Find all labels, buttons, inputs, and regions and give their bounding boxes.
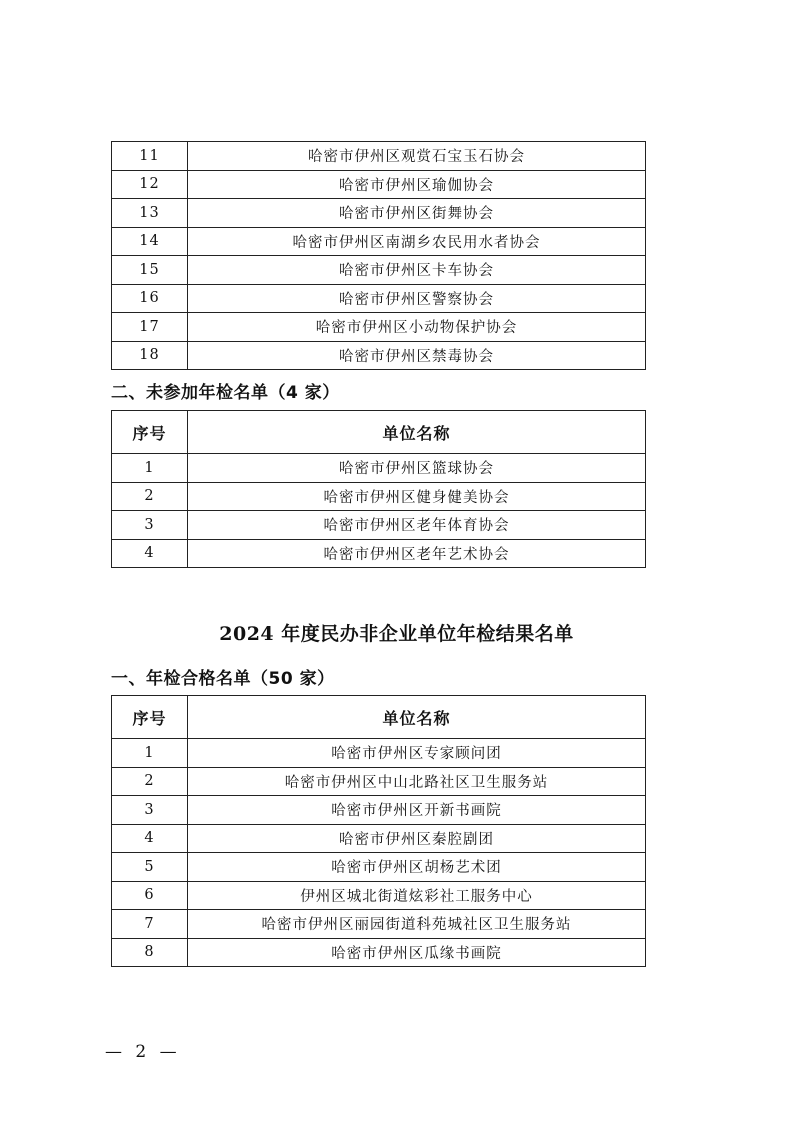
table-row — [112, 227, 646, 256]
page-number: — 2 — — [105, 1042, 181, 1062]
row-number: 4 — [112, 824, 188, 853]
unit-name: 哈密市伊州区胡杨艺术团 — [188, 853, 646, 882]
table-row — [112, 853, 646, 882]
table-row — [112, 739, 646, 768]
table-row — [112, 256, 646, 285]
table-row — [112, 199, 646, 228]
table-row — [112, 284, 646, 313]
section-heading-not-inspected: 二、未参加年检名单（4 家） — [111, 383, 340, 403]
unit-name: 哈密市伊州区专家顾问团 — [188, 739, 646, 768]
row-number: 4 — [112, 539, 188, 568]
table-row — [112, 881, 646, 910]
column-header-number: 序号 — [112, 411, 188, 454]
unit-name: 哈密市伊州区街舞协会 — [188, 199, 646, 228]
table-row — [112, 341, 646, 370]
row-number: 13 — [112, 199, 188, 228]
document-title: 2024 年度民办非企业单位年检结果名单 — [219, 623, 574, 645]
table-row — [112, 796, 646, 825]
unit-name: 哈密市伊州区瑜伽协会 — [188, 170, 646, 199]
unit-name: 哈密市伊州区中山北路社区卫生服务站 — [188, 767, 646, 796]
unit-name: 哈密市伊州区丽园街道科苑城社区卫生服务站 — [188, 910, 646, 939]
row-number: 6 — [112, 881, 188, 910]
row-number: 1 — [112, 454, 188, 483]
unit-name: 哈密市伊州区瓜缘书画院 — [188, 938, 646, 967]
table-header-row — [112, 696, 646, 739]
table-row — [112, 767, 646, 796]
unit-name: 哈密市伊州区健身健美协会 — [188, 482, 646, 511]
table-row — [112, 454, 646, 483]
unit-name: 哈密市伊州区南湖乡农民用水者协会 — [188, 227, 646, 256]
row-number: 16 — [112, 284, 188, 313]
table-row — [112, 824, 646, 853]
row-number: 14 — [112, 227, 188, 256]
row-number: 8 — [112, 938, 188, 967]
row-number: 2 — [112, 482, 188, 511]
continued-table — [111, 141, 646, 370]
row-number: 1 — [112, 739, 188, 768]
table-row — [112, 170, 646, 199]
row-number: 15 — [112, 256, 188, 285]
table-row — [112, 938, 646, 967]
unit-name: 哈密市伊州区篮球协会 — [188, 454, 646, 483]
section-heading-qualified: 一、年检合格名单（50 家） — [111, 669, 335, 689]
unit-name: 哈密市伊州区小动物保护协会 — [188, 313, 646, 342]
unit-name: 哈密市伊州区老年体育协会 — [188, 511, 646, 540]
unit-name: 哈密市伊州区禁毒协会 — [188, 341, 646, 370]
unit-name: 哈密市伊州区老年艺术协会 — [188, 539, 646, 568]
row-number: 7 — [112, 910, 188, 939]
table-row — [112, 313, 646, 342]
table-row — [112, 539, 646, 568]
row-number: 3 — [112, 796, 188, 825]
row-number: 2 — [112, 767, 188, 796]
row-number: 3 — [112, 511, 188, 540]
unit-name: 伊州区城北街道炫彩社工服务中心 — [188, 881, 646, 910]
row-number: 5 — [112, 853, 188, 882]
table-row — [112, 142, 646, 171]
unit-name: 哈密市伊州区秦腔剧团 — [188, 824, 646, 853]
not-inspected-table — [111, 410, 646, 568]
table-row — [112, 482, 646, 511]
column-header-name: 单位名称 — [188, 411, 646, 454]
unit-name: 哈密市伊州区警察协会 — [188, 284, 646, 313]
unit-name: 哈密市伊州区观赏石宝玉石协会 — [188, 142, 646, 171]
row-number: 11 — [112, 142, 188, 171]
qualified-table — [111, 695, 646, 967]
column-header-number: 序号 — [112, 696, 188, 739]
table-header-row — [112, 411, 646, 454]
row-number: 18 — [112, 341, 188, 370]
row-number: 17 — [112, 313, 188, 342]
table-row — [112, 511, 646, 540]
unit-name: 哈密市伊州区卡车协会 — [188, 256, 646, 285]
row-number: 12 — [112, 170, 188, 199]
column-header-name: 单位名称 — [188, 696, 646, 739]
unit-name: 哈密市伊州区开新书画院 — [188, 796, 646, 825]
table-row — [112, 910, 646, 939]
